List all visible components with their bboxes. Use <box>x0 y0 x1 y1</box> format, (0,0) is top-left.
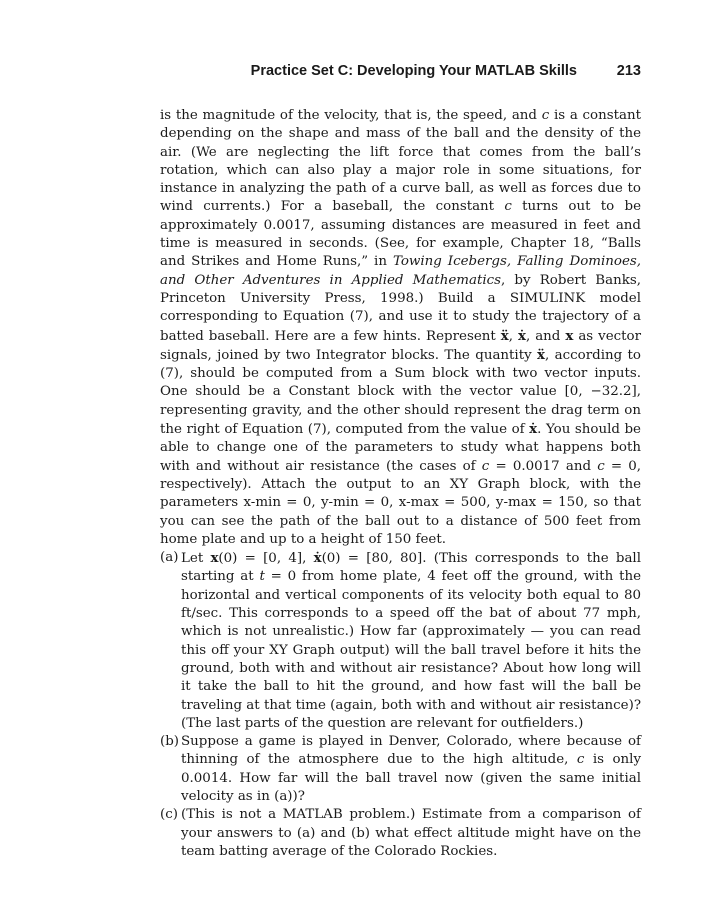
variable-c: c <box>504 199 512 215</box>
exercise-item-c <box>160 806 641 861</box>
text-run: is only 0.0014. How far will the ball travel now (given the same initial velocity as in (a))? <box>181 752 642 804</box>
text-run: . You should be able to change one of the parameters to study what happens both with and without air resistance (the cases of <box>160 422 641 474</box>
main-paragraph <box>160 107 641 549</box>
text-run: (0) = [80, 80]. (This corresponds to the ball starting at <box>181 551 641 585</box>
symbol-x: x <box>210 550 219 567</box>
exercise-list <box>160 549 641 861</box>
text-run: (0) = [0, 4], <box>218 551 314 567</box>
item-label: (a) <box>160 550 179 566</box>
text-run: = 0 from home plate, 4 feet off the ground, with the horizontal and vertical components of its velocity both equal to 80 ft/sec. This corresponds to a speed off the bat of about 77 mph, which is not unrealistic.) How far (approximately — you can read this off your XY Graph output) will the ball travel before it hits the ground, both with and without air resistance? About how long will it take the ball to hit the ground, and how fast will the ball be traveling at that time (again, both with and without air resistance)? (The last parts of the question are relevant for outfielders.) <box>181 569 641 731</box>
text-run: as vector signals, joined by two Integrator blocks. The quantity <box>160 328 642 363</box>
text-run: , and <box>525 328 566 344</box>
variable-t: t <box>259 569 265 585</box>
text-run: is the magnitude of the velocity, that is, the speed, and <box>160 108 542 123</box>
variable-c: c <box>541 108 550 123</box>
page-body <box>160 107 641 861</box>
text-run: , by Robert Banks, Princeton University Press, 1998.) Build a SIMULINK model corresponding to Equation (7), and use it to study the trajectory of a batted baseball. Here are a few hints. Represent <box>160 272 642 344</box>
running-header-title: Practice Set C: Developing Your MATLAB Skills <box>250 63 577 79</box>
variable-c: c <box>481 458 490 474</box>
text-run: = 0, respectively). Attach the output to an XY Graph block, with the parameters x-min = 0, y-min = 0, x-max = 500, y-max = 150, so that you can see the path of the ball out to a distance of 500 feet from home plate and up to a height of 150 feet. <box>160 458 642 547</box>
text-run: , according to (7), should be computed from a Sum block with two vector inputs. One should be a Constant block with the vector value [0, −32.2], representing gravity, and the other should represent the drag term on the right of Equation (7), computed from the value of <box>160 347 641 438</box>
variable-c: c <box>576 752 585 768</box>
symbol-x-double-dot: ẍ <box>500 327 509 344</box>
running-header <box>160 63 641 83</box>
page-number: 213 <box>616 63 641 79</box>
variable-c: c <box>597 458 605 474</box>
symbol-x-dot: ẋ <box>517 327 526 344</box>
exercise-item-b <box>160 733 641 806</box>
text-run: Let <box>181 551 211 567</box>
item-label: (b) <box>160 734 180 750</box>
item-label: (c) <box>160 807 178 823</box>
book-title: Towing Icebergs, Falling Dominoes, and Other Adventures in Applied Mathematics <box>160 254 641 288</box>
symbol-x-dot: ẋ <box>313 550 322 567</box>
text-run: , <box>508 328 518 344</box>
text-run: (This is not a MATLAB problem.) Estimate from a comparison of your answers to (a) and (b) what effect altitude might have on the team batting average of the Colorado Rockies. <box>181 807 641 859</box>
text-run: turns out to be approximately 0.0017, assuming distances are measured in feet and time is measured in seconds. (See, for example, Chapter 18, “Balls and Strikes and Home Runs,” in <box>160 199 641 270</box>
symbol-x-double-dot: ẍ <box>537 346 546 363</box>
text-run: Suppose a game is played in Denver, Colorado, where because of thinning of the atmosphere due to the high altitude, <box>181 734 641 768</box>
text-run: = 0.0017 and <box>489 458 598 474</box>
exercise-item-a <box>160 549 641 733</box>
symbol-x-dot: ẋ <box>529 421 538 438</box>
text-run: is a constant depending on the shape and mass of the ball and the density of the air. (We are neglecting the lift force that comes from the ball’s rotation, which can also play a major role in some situations, for instance in analyzing the path of a curve ball, as well as forces due to wind currents.) For a baseball, the constant <box>160 108 641 215</box>
symbol-x: x <box>565 327 574 344</box>
